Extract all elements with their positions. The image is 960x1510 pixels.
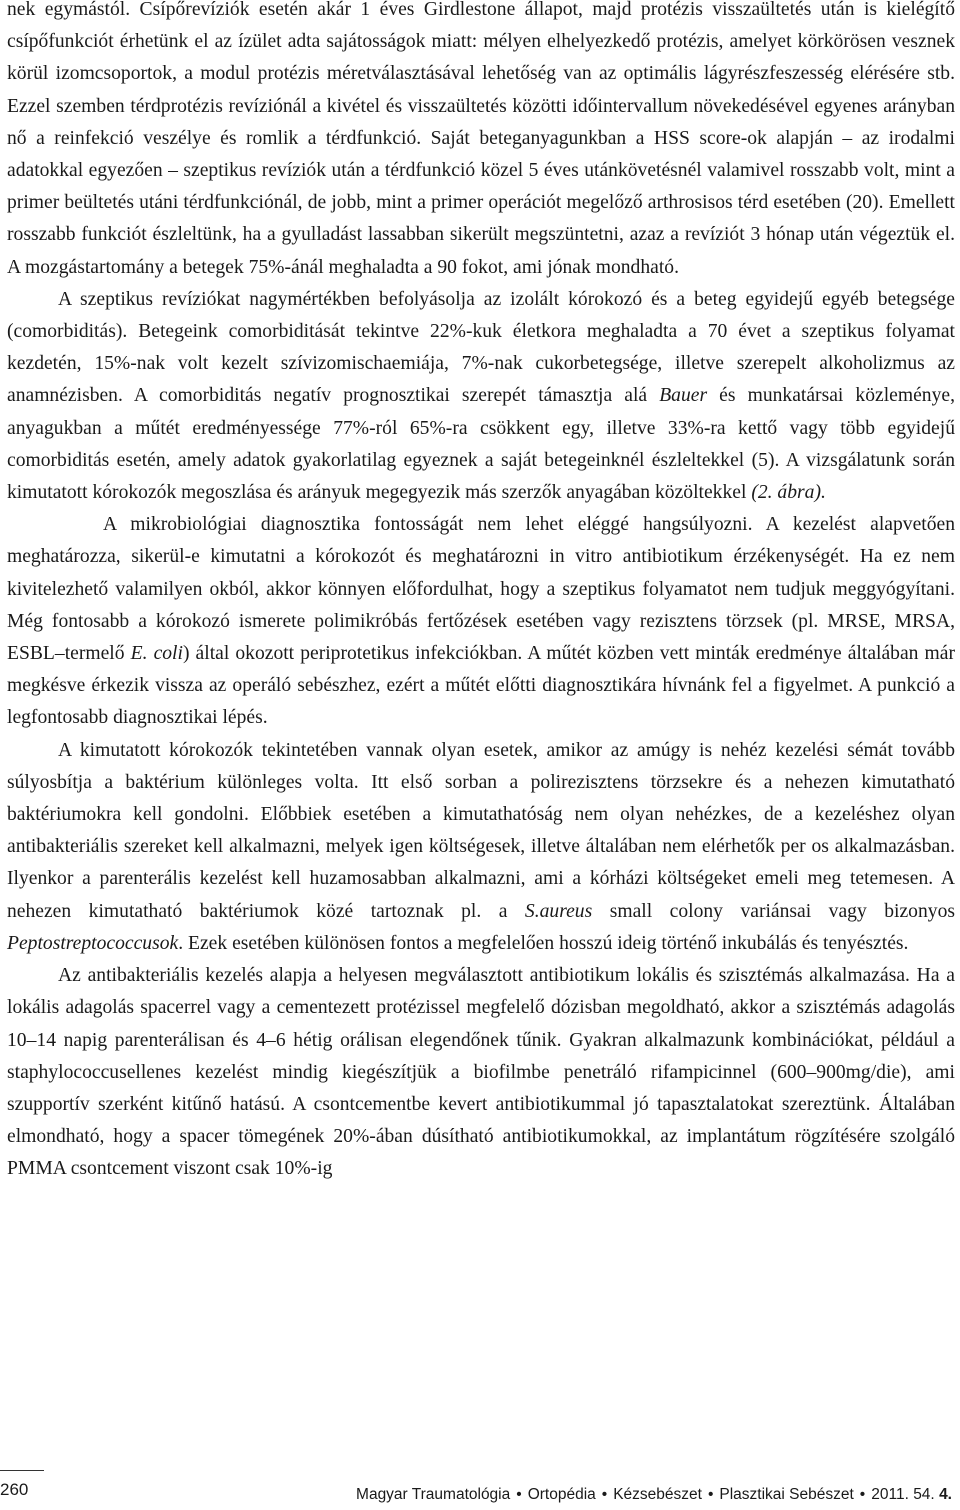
species-name: E. coli [130,643,183,665]
journal-year: 2011. [871,1486,909,1503]
journal-title-part: Ortopédia [527,1486,596,1503]
journal-title-part: Plasztikai Sebészet [719,1486,854,1503]
paragraph-text: nek egymástól. Csípőrevíziók esetén akár 1 éves Girdlestone állapot, majd protézis visszaültetés után is kielégítő csípőfunkciót érhetünk el az ízület adta sajátosságok miatt: mélyen elhelyezkedő protézis, amelyet körkörösen vesznek körül izomcsoportok, a modul protézis méretválasztásával lehetőség van az optimális lágyrészfeszesség elérésére stb. Ezzel szemben térdprotézis revíziónál a kivétel és visszaültetés közötti időintervallum növekedésével egyenes arányban nő a reinfekció veszélye és romlik a térdfunkció. Saját beteganyagunkban a HSS score-ok alapján – az irodalmi adatokkal egyezően – szeptikus revíziók után a térdfunkció közel 5 éves utánkövetésnél valamivel rosszabb volt, mint a primer beültetés utáni térdfunkciónál, de jobb, mint a primer operációt megelőző arthrosisos térd esetében (20). Emellett rosszabb funkciót észleltünk, ha a gyulladást lassabban sikerült megszüntetni, azaz a revíziót 3 hónap után végeztük el. A mozgástartomány a betegek 75%-ánál meghaladta a 90 fokot, ami jónak mondható. [7,0,955,278]
paragraph [7,735,955,960]
page-footer [0,1470,960,1510]
paragraph-text: A kimutatott kórokozók tekintetében vannak olyan esetek, amikor az amúgy is nehéz kezelési sémát tovább súlyosbítja a baktérium különleges volta. Itt első sorban a polirezisztens törzsekre és a nehezen kimutatható baktériumokra kell gondolni. Előbbiek esetében a kimutathatóság nem olyan nehézkes, de a kezeléshez olyan antibakteriális szereket kell alkalmazni, melyek igen költségesek, illetve általában nem elérhetők per os alkalmazásban. Ilyenkor a parenterális kezelést kell huzamosabban alkalmazni, ami a kórházi költségeket emeli meg tetemesen. A nehezen kimutatható baktériumok közé tartoznak pl. a [7,739,955,922]
page-number: 260 [0,1480,29,1499]
separator: • [516,1486,522,1503]
journal-issue: 4. [939,1486,952,1503]
journal-citation [356,1486,952,1504]
footer-divider [0,1470,44,1471]
article-body [7,0,955,1186]
paragraph-text: és munkatársai közleménye, anyagukban a műtét eredményessége 77%-ról 65%-ra csökkent egy, illetve 33%-ra kettő vagy több egyidejű comorbiditás esetén, amely adatok gyakorlatilag egyeznek a saját betegeinknél észleltekkel (5). A vizsgálatunk során kimutatott kórokozók megoszlása és arányuk megegyezik más szerzők anyagában közöltekkel [7,385,955,504]
journal-title-part: Kézsebészet [613,1486,702,1503]
species-name: S.aureus [524,900,593,922]
journal-title-part: Magyar Traumatológia [356,1486,511,1503]
paragraph-text: A szeptikus revíziókat nagymértékben befolyásolja az izolált kórokozó és a beteg egyidejű egyéb betegsége (comorbiditás). Betegeink comorbiditását tekintve 22%-kuk életkora meghaladta a 70 évet a szeptikus folyamat kezdetén, 15%-nak volt kezelt szívizomischaemiája, 7%-nak cukorbetegsége, illetve szerepelt alkoholizmus az anamnézisben. A comorbiditás negatív prognosztikai szerepét támasztja alá [7,288,955,407]
paragraph [7,960,955,1185]
figure-reference: (2. ábra). [751,482,826,504]
journal-volume: 54. [913,1486,935,1503]
author-name: Bauer [659,385,708,407]
paragraph-text: small colony variánsai vagy bizonyos [592,900,955,922]
paragraph-text: A mikrobiológiai diagnosztika fontosságát nem lehet eléggé hangsúlyozni. A kezelést alapvetően meghatározza, sikerül-e kimutatni a kórokozót és meghatározni in vitro antibiotikum érzékenységét. Ha ez nem kivitelezhető valamilyen okból, akkor könnyen előfordulhat, hogy a szeptikus folyamatot nem tudjuk meggyógyítani. Még fontosabb a kórokozó ismerete polimikróbás fertőzések esetében vagy rezisztens törzsek (pl. MRSE, MRSA, ESBL–termelő [7,514,955,665]
separator: • [601,1486,608,1503]
paragraph [7,284,955,509]
paragraph [7,0,955,284]
species-name: Peptostreptococcusok [7,932,179,954]
paragraph-text: ) által okozott periprotetikus infekciókban. A műtét közben vett minták eredménye általában már megkésve érkezik vissza az operáló sebészhez, ezért a műtét előtti diagnosztikára hívnánk fel a figyelmet. A punkció a legfontosabb diagnosztikai lépés. [7,643,955,729]
separator: • [859,1486,866,1503]
separator: • [707,1486,714,1503]
paragraph-text: . Ezek esetében különösen fontos a megfelelően hosszú ideig történő inkubálás és tenyésztés. [178,932,909,954]
paragraph-text: Az antibakteriális kezelés alapja a helyesen megválasztott antibiotikum lokális és szisztémás alkalmazása. Ha a lokális adagolás spacerrel vagy a cementezett protézissel megfelelő dózisban megoldható, akkor a szisztémás adagolás 10–14 napig parenterálisan és 4–6 hétig orálisan elegendőnek tűnik. Gyakran alkalmazunk kombinációkat, például a staphylococcusellenes kezelést mindig kiegészítjük a biofilmbe penetráló rifampicinnel (600–900mg/die), ami szupportív szerként kitűnő hatású. A csontcementbe kevert antibiotikummal jó tapasztalatokat szereztünk. Általában elmondható, hogy a spacer tömegének 20%-ában dúsítható antibiotikumokkal, az implantátum rögzítésére szolgáló PMMA csontcement viszont csak 10%-ig [7,965,955,1180]
paragraph [7,509,955,734]
